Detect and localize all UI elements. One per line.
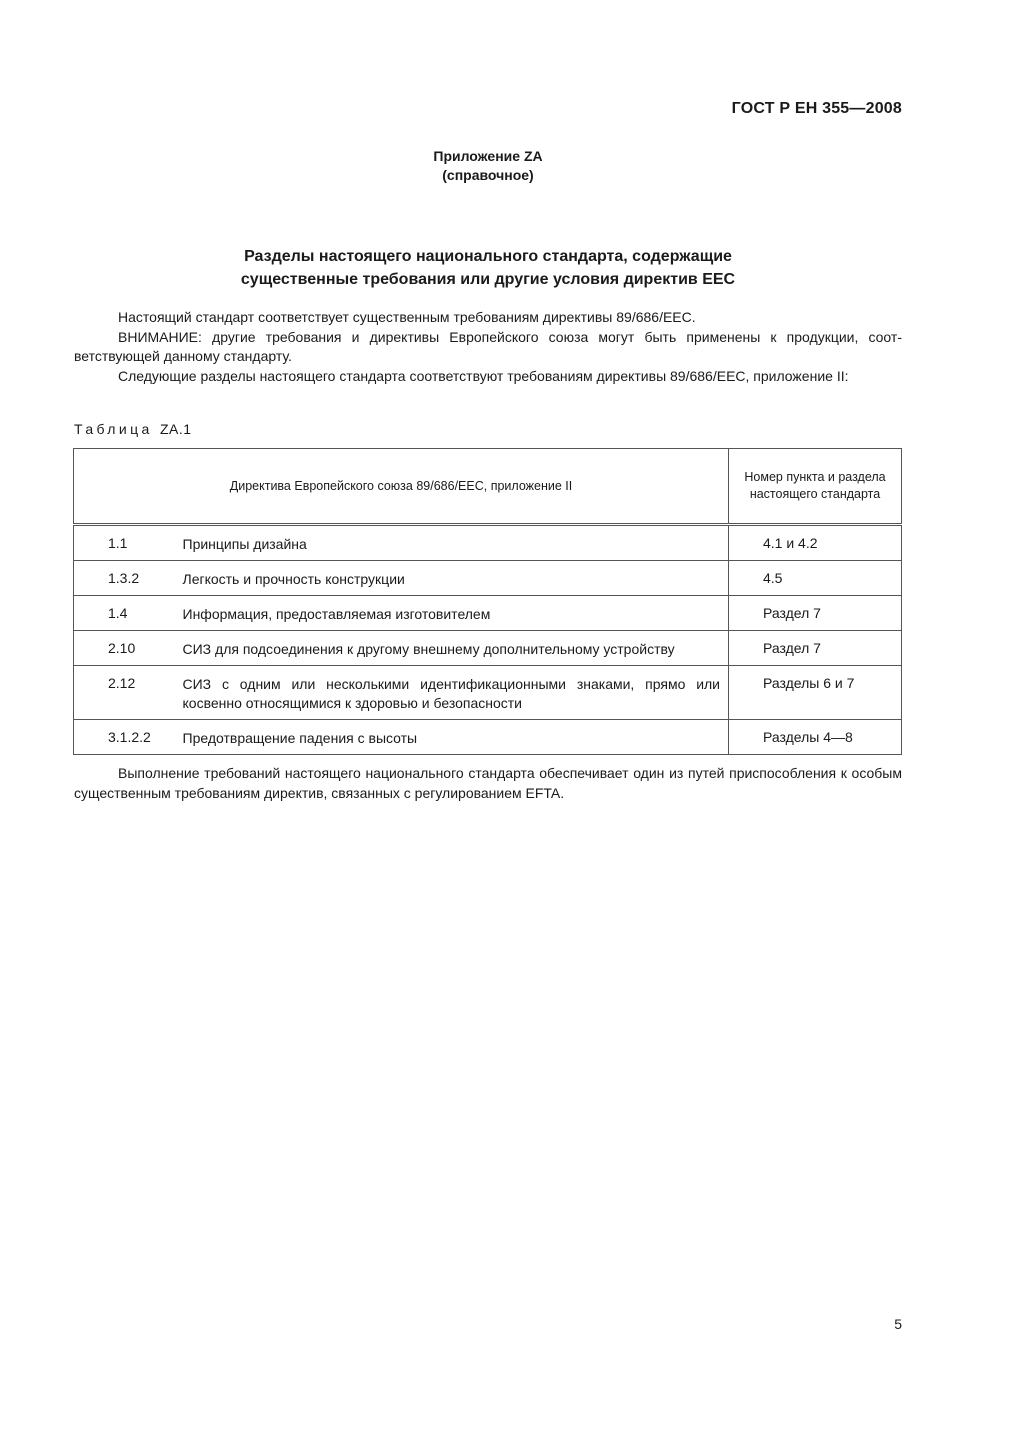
- table-caption-word: Таблица: [74, 421, 153, 437]
- row-code: 1.3.2: [74, 561, 182, 596]
- footer-note: [74, 764, 902, 803]
- row-code: 1.4: [74, 596, 182, 631]
- row-name: СИЗ для подсоединения к другому внешнему дополнительному устройству: [182, 631, 729, 666]
- row-name: СИЗ с одним или несколькими идентификационными знаками, прямо или косвенно относящимися к здоровью и безопасности: [182, 666, 729, 720]
- intro-paragraph-1: Настоящий стандарт соответствует существенным требованиям директивы 89/686/ЕЕС.: [118, 309, 696, 325]
- standard-code: ГОСТ Р ЕН 355—2008: [731, 100, 902, 117]
- table-row: [74, 631, 902, 666]
- row-name: Легкость и прочность конструкции: [182, 561, 729, 596]
- page-number: 5: [894, 1316, 902, 1332]
- annex-kind: (справочное): [442, 167, 534, 183]
- row-name: Предотвращение падения с высоты: [182, 720, 729, 755]
- intro-text: [74, 308, 902, 386]
- annex-label: Приложение ZA: [433, 148, 543, 164]
- row-ref: 4.1 и 4.2: [729, 525, 902, 561]
- footer-paragraph: Выполнение требований настоящего национального стандарта обеспечивает один из путей приспособления к особым существенным требованиям директив, связанных с регулированием EFTA.: [74, 765, 902, 801]
- intro-paragraph-2: ВНИМАНИЕ: другие требования и директивы Европейского союза могут быть применены к продукции, соответствующей данному стандарту.: [74, 328, 902, 364]
- row-name: Принципы дизайна: [182, 525, 729, 561]
- table-row: [74, 666, 902, 720]
- requirements-table: [73, 448, 902, 755]
- table-row: [74, 596, 902, 631]
- table-header-directive: Директива Европейского союза 89/686/ЕЕС, приложение II: [74, 449, 729, 525]
- section-title-line-1: Разделы настоящего национального стандарта, содержащие: [244, 248, 732, 265]
- table-header-clause: Номер пункта и раздела настоящего стандарта: [729, 449, 902, 525]
- annex-heading: [0, 147, 976, 185]
- table-header-row: [74, 449, 902, 525]
- intro-paragraph-3: Следующие разделы настоящего стандарта соответствуют требованиям директивы 89/686/ЕЕС, приложение II:: [118, 367, 849, 384]
- table-caption: [74, 421, 192, 437]
- row-ref: Раздел 7: [729, 596, 902, 631]
- table-row: [74, 720, 902, 755]
- row-code: 3.1.2.2: [74, 720, 182, 755]
- row-name: Информация, предоставляемая изготовителем: [182, 596, 729, 631]
- row-ref: 4.5: [729, 561, 902, 596]
- table-row: [74, 525, 902, 561]
- row-ref: Разделы 6 и 7: [729, 666, 902, 720]
- row-code: 2.10: [74, 631, 182, 666]
- section-title: [0, 245, 976, 291]
- row-ref: Разделы 4—8: [729, 720, 902, 755]
- row-code: 2.12: [74, 666, 182, 720]
- table-row: [74, 561, 902, 596]
- table-caption-number: ZA.1: [160, 421, 192, 437]
- section-title-line-2: существенные требования или другие условия директив ЕЕС: [240, 271, 736, 288]
- row-ref: Раздел 7: [729, 631, 902, 666]
- row-code: 1.1: [74, 525, 182, 561]
